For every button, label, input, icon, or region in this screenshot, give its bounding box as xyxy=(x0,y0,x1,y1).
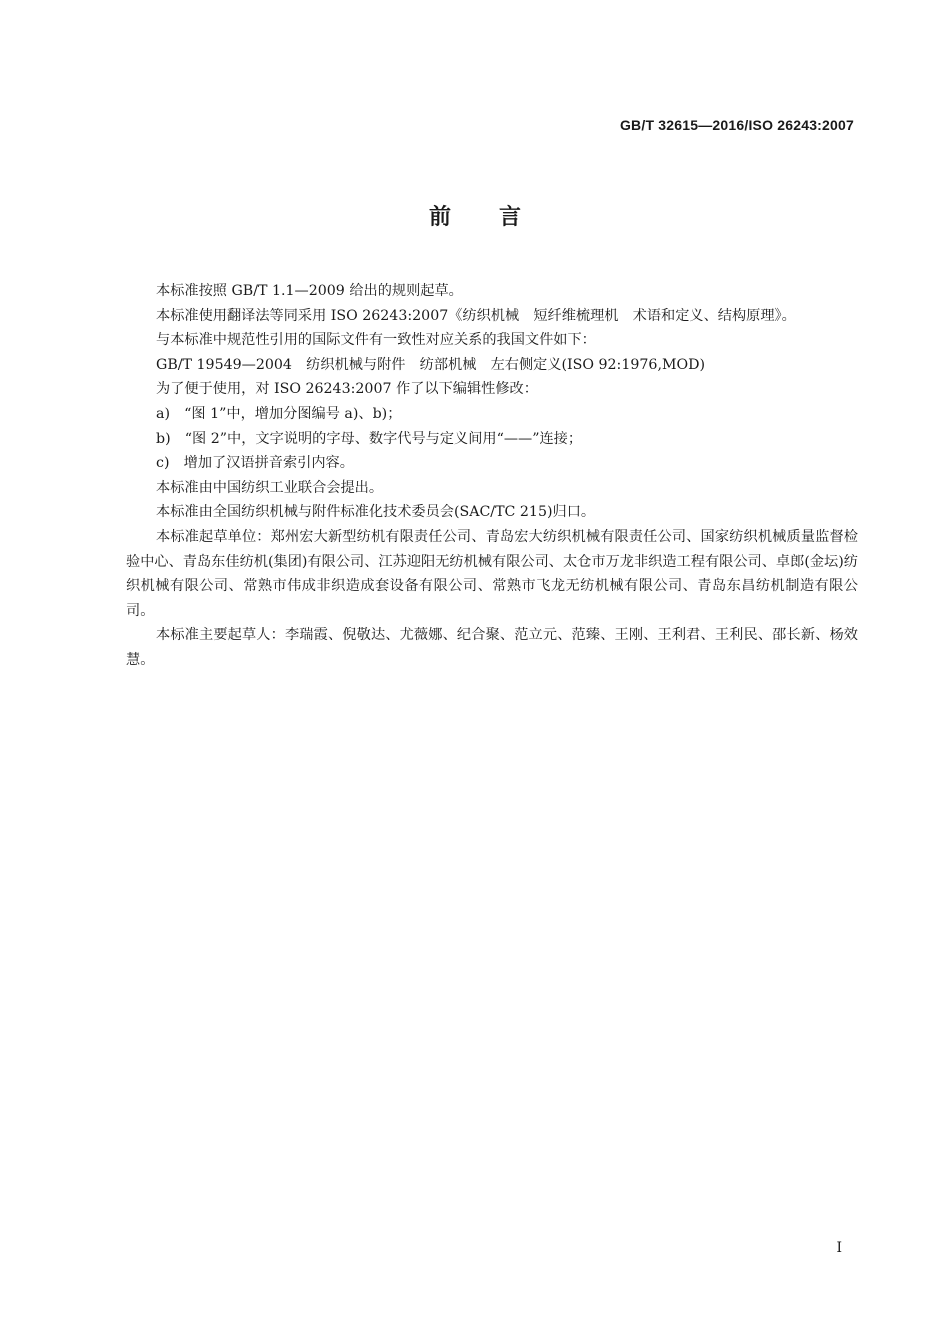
standard-code: GB/T 32615—2016/ISO 26243:2007 xyxy=(619,117,854,133)
paragraph-adoption: 本标准使用翻译法等同采用 ISO 26243:2007《纺织机械 短纤维梳理机 术语和定义、结构原理》。 xyxy=(156,307,796,324)
page-number: I xyxy=(836,1240,842,1256)
list-item-c: c) 增加了汉语拼音索引内容。 xyxy=(156,455,354,472)
paragraph-administered-by: 本标准由全国纺织机械与附件标准化技术委员会(SAC/TC 215)归口。 xyxy=(156,504,596,521)
paragraph-proposed-by: 本标准由中国纺织工业联合会提出。 xyxy=(156,479,384,496)
paragraph-normative-reference: 与本标准中规范性引用的国际文件有一致性对应关系的我国文件如下： xyxy=(156,332,596,349)
page-title: 前言 xyxy=(428,205,569,230)
paragraph-drafting-units: 本标准起草单位：郑州宏大新型纺机有限责任公司、青岛宏大纺织机械有限责任公司、国家纺织机械质量监督检验中心、青岛东佳纺机(集团)有限公司、江苏迎阳无纺机械有限公司、太仓市万龙非织造工程有限公司、卓郎(金坛)纺织机械有限公司、常熟市伟成非织造成套设备有限公司、常熟市飞龙无纺机械有限公司、青岛东昌纺机制造有限公司。 xyxy=(126,528,858,619)
paragraph-reference-item: GB/T 19549—2004 纺织机械与附件 纺部机械 左右侧定义(ISO 92:1976,MOD) xyxy=(156,356,706,373)
paragraph-drafting-rules: 本标准按照 GB/T 1.1—2009 给出的规则起草。 xyxy=(156,283,463,299)
paragraph-drafters: 本标准主要起草人：李瑞霞、倪敬达、尤薇娜、纪合聚、范立元、范臻、王刚、王利君、王利民、邵长新、杨效慧。 xyxy=(126,627,858,668)
list-item-a: a) “图 1”中，增加分图编号 a)、b)； xyxy=(156,405,402,422)
foreword-body xyxy=(126,279,858,673)
list-item-b: b) “图 2”中，文字说明的字母、数字代号与定义间用“——”连接； xyxy=(156,430,583,447)
paragraph-editorial-changes: 为了便于使用，对 ISO 26243:2007 作了以下编辑性修改： xyxy=(156,381,538,398)
